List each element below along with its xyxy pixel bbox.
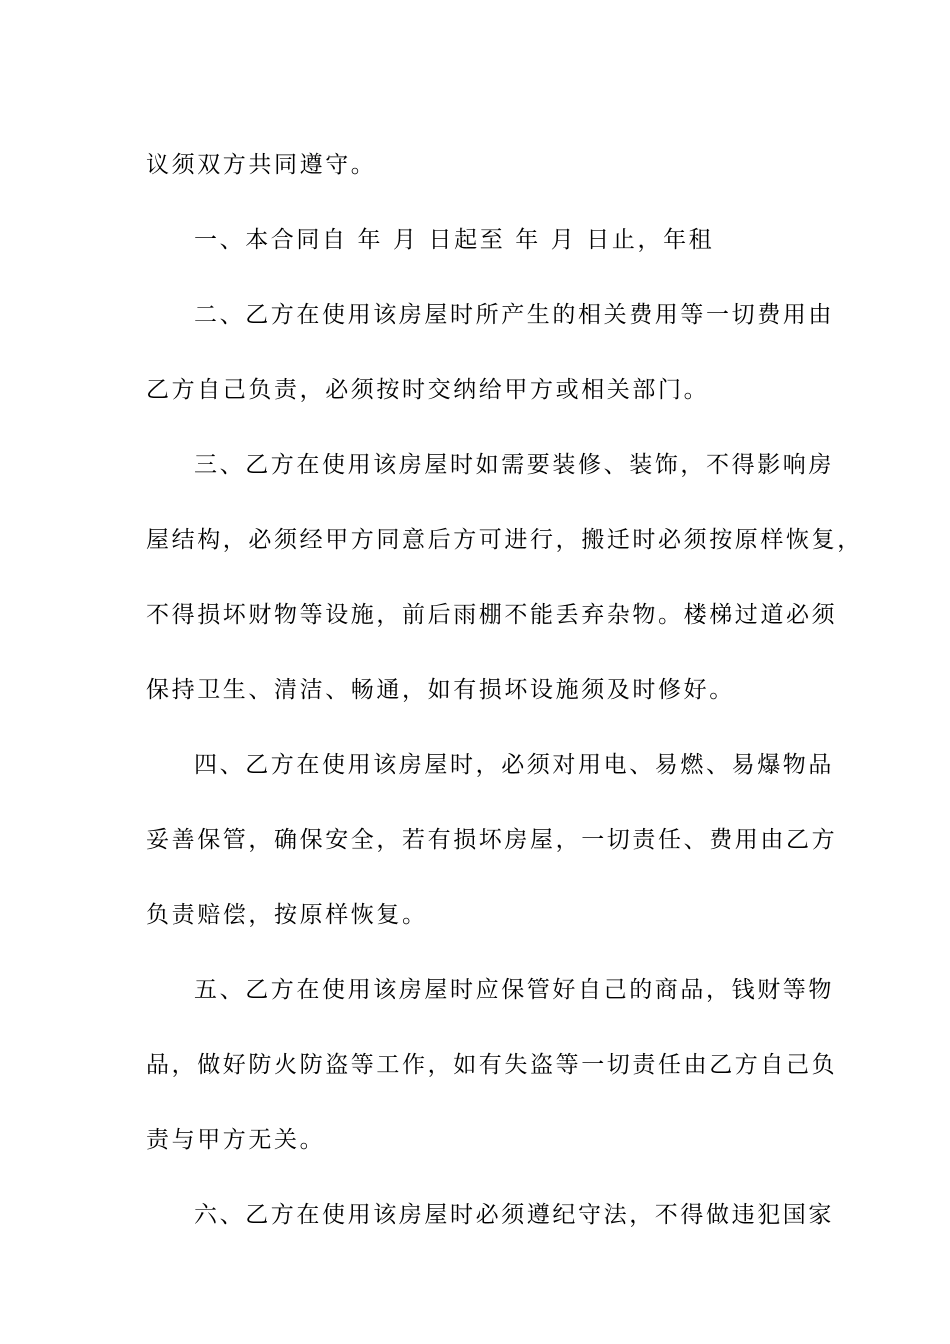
text-line: 妥善保管，确保安全，若有损坏房屋，一切责任、费用由乙方 [146, 827, 838, 853]
text-line: 责与甲方无关。 [146, 1127, 326, 1153]
clause-5-line: 五、乙方在使用该房屋时应保管好自己的商品，钱财等物 [194, 977, 834, 1003]
text-line: 议须双方共同遵守。 [146, 152, 377, 178]
clause-3-line: 三、乙方在使用该房屋时如需要装修、装饰，不得影响房 [194, 452, 834, 478]
text-line: 负责赔偿，按原样恢复。 [146, 902, 428, 928]
text-line: 屋结构，必须经甲方同意后方可进行，搬迁时必须按原样恢复， [146, 527, 863, 553]
text-line: 乙方自己负责，必须按时交纳给甲方或相关部门。 [146, 377, 710, 403]
clause-1-line: 一、本合同自 年 月 日起至 年 月 日止，年租 [194, 227, 715, 253]
text-line: 不得损坏财物等设施，前后雨棚不能丢弃杂物。楼梯过道必须 [146, 602, 838, 628]
clause-4-line: 四、乙方在使用该房屋时，必须对用电、易燃、易爆物品 [194, 752, 834, 778]
text-line: 品，做好防火防盗等工作，如有失盗等一切责任由乙方自己负 [146, 1052, 838, 1078]
clause-2-line: 二、乙方在使用该房屋时所产生的相关费用等一切费用由 [194, 302, 834, 328]
clause-6-line: 六、乙方在使用该房屋时必须遵纪守法，不得做违犯国家 [194, 1202, 834, 1228]
document-body [146, 128, 863, 1253]
text-line: 保持卫生、清洁、畅通，如有损坏设施须及时修好。 [146, 677, 735, 703]
